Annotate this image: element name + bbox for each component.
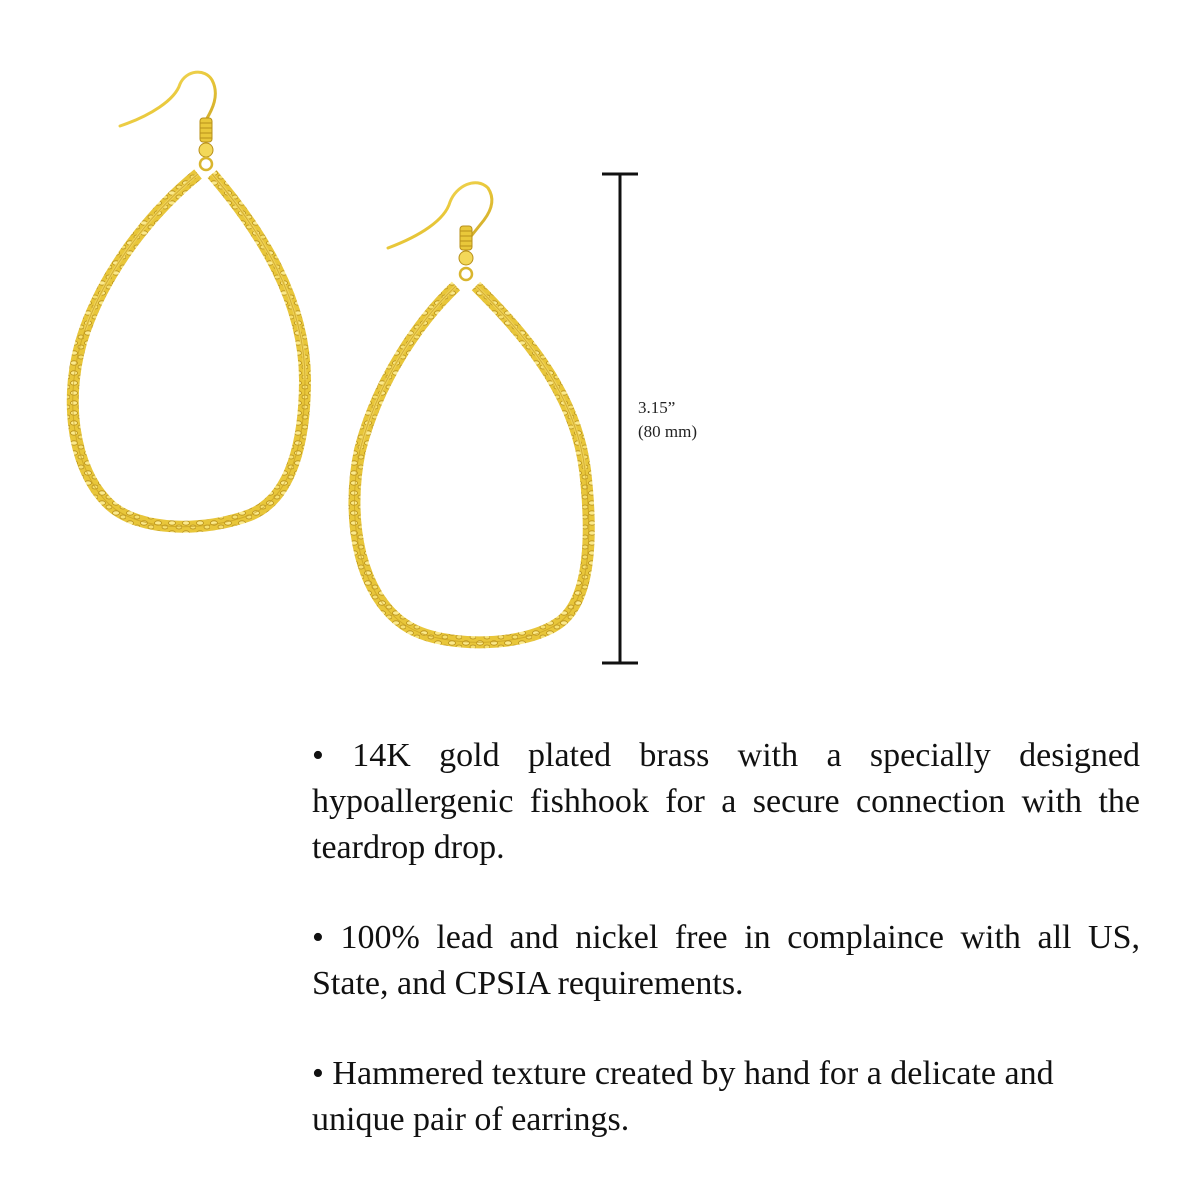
left-hoop-top-wire bbox=[85, 174, 305, 380]
feature-texture: • Hammered texture created by hand for a delicate and unique pair of earrings. bbox=[312, 1055, 1054, 1138]
dimension-inches: 3.15” bbox=[638, 398, 676, 417]
right-teardrop-hoop bbox=[354, 286, 588, 642]
feature-compliance: • 100% lead and nickel free in complaince with all US, State, and CPSIA requirements. bbox=[312, 919, 1140, 1002]
feature-list bbox=[312, 733, 1140, 1187]
dimension-ruler bbox=[602, 174, 638, 663]
right-earring bbox=[354, 183, 588, 643]
dimension-label bbox=[638, 396, 697, 444]
left-hoop-outline bbox=[73, 174, 305, 527]
left-teardrop-hoop bbox=[73, 174, 305, 527]
right-hoop-outline bbox=[354, 286, 588, 642]
left-earring bbox=[73, 72, 305, 527]
feature-material: • 14K gold plated brass with a specially designed hypoallergenic fishhook for a secure connection with the teardrop drop. bbox=[312, 737, 1140, 866]
left-bead bbox=[199, 143, 213, 157]
right-jump-ring bbox=[460, 268, 472, 280]
left-jump-ring bbox=[200, 158, 212, 170]
dimension-millimeters: (80 mm) bbox=[638, 422, 698, 441]
right-fishhook bbox=[388, 183, 492, 248]
right-bead bbox=[459, 251, 473, 265]
